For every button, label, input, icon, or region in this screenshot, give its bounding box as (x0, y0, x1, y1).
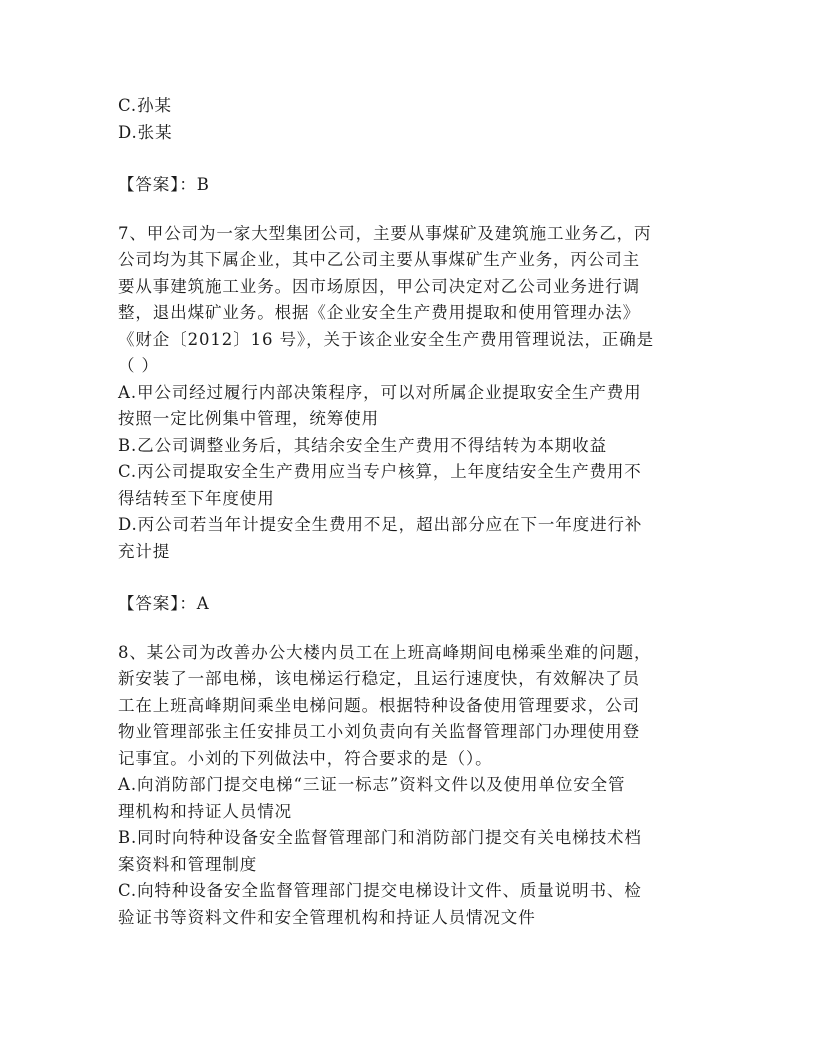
q7-option-b (118, 433, 698, 460)
q7-answer: 【答案】：A (118, 594, 210, 613)
q7-option-b-line: B.乙公司调整业务后，其结余安全生产费用不得结转为本期收益 (118, 435, 607, 455)
q8-option-a-line: A.向消防部门提交电梯“三证一标志”资料文件以及使用单位安全管 (118, 775, 626, 794)
q7-stem-line: 公司均为其下属企业，其中乙公司主要从事煤矿生产业务，丙公司主 (118, 250, 640, 269)
q6-answer: 【答案】：B (118, 175, 210, 194)
q8-stem-line: 新安装了一部电梯，该电梯运行稳定，且运行速度快，有效解决了员 (118, 669, 640, 688)
q7-stem-line: （ ） (118, 356, 159, 375)
document-content (118, 93, 698, 931)
q8-option-c (118, 878, 698, 931)
q7-option-d-line: 充计提 (118, 541, 171, 561)
q8-option-a-line: 理机构和持证人员情况 (118, 801, 292, 821)
q7-stem-line: 7、甲公司为一家大型集团公司，主要从事煤矿及建筑施工业务乙，丙 (118, 223, 652, 243)
q8-stem-line: 记事宜。小刘的下列做法中，符合要求的是（）。 (118, 748, 493, 768)
q7-option-d (118, 512, 698, 565)
q7-option-a-line: 按照一定比例集中管理，统筹使用 (118, 409, 379, 428)
q7-option-c-line: C.丙公司提取安全生产费用应当专户核算，上年度结安全生产费用不 (118, 462, 642, 481)
q8-stem-line: 工在上班高峰期间乘坐电梯问题。根据特种设备使用管理要求，公司 (118, 695, 640, 715)
q6-option-c: C.孙某 (118, 96, 172, 115)
q7-stem-line: 《财企〔2012〕16 号》，关于该企业安全生产费用管理说法，正确是 (118, 329, 655, 349)
q7-option-c-line: 得结转至下年度使用 (118, 488, 275, 508)
q7-stem-line: 要从事建筑施工业务。因市场原因，甲公司决定对乙公司业务进行调 (118, 276, 640, 296)
q7-option-a (118, 380, 698, 433)
q8-option-c-line: C.向特种设备安全监督管理部门提交电梯设计文件、质量说明书、检 (118, 881, 642, 900)
q7-option-d-line: D.丙公司若当年计提安全生费用不足，超出部分应在下一年度进行补 (118, 515, 643, 534)
q8-stem-line: 物业管理部张主任安排员工小刘负责向有关监督管理部门办理使用登 (118, 722, 640, 741)
q8-option-b-line: 案资料和管理制度 (118, 854, 258, 874)
q8-option-b-line: B.同时向特种设备安全监督管理部门和消防部门提交有关电梯技术档 (118, 828, 642, 847)
q7-option-a-line: A.甲公司经过履行内部决策程序，可以对所属企业提取安全生产费用 (118, 382, 642, 402)
q8-option-b (118, 825, 698, 878)
q8-option-a (118, 772, 698, 825)
q6-option-d: D.张某 (118, 122, 173, 142)
q7-option-c (118, 459, 698, 512)
q8-stem (118, 640, 698, 773)
q7-stem (118, 221, 698, 380)
q8-stem-line: 8、某公司为改善办公大楼内员工在上班高峰期间电梯乘坐难的问题， (118, 642, 652, 662)
q8-option-c-line: 验证书等资料文件和安全管理机构和持证人员情况文件 (118, 907, 536, 927)
q7-stem-line: 整，退出煤矿业务。根据《企业安全生产费用提取和使用管理办法》 (118, 303, 640, 322)
